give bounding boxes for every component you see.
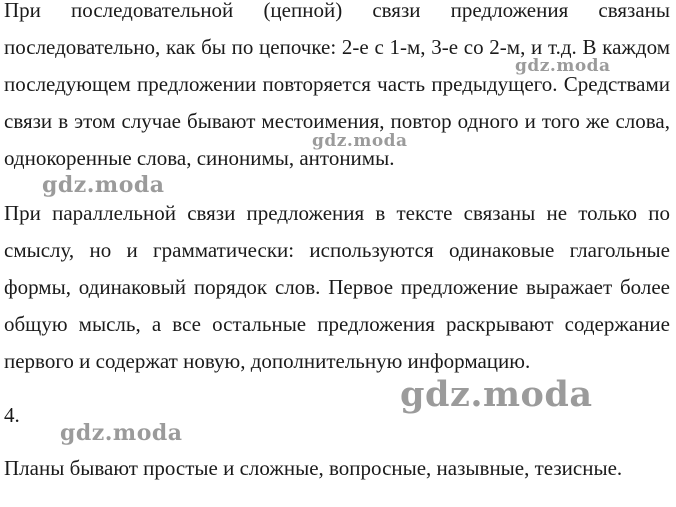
watermark-logo: gdz.moda [60,420,183,446]
watermark-logo: gdz.moda [42,172,165,198]
watermark-logo: gdz.moda [312,131,408,151]
watermark-logo: gdz.moda [515,56,611,76]
watermark-logo: gdz.moda [400,374,593,415]
paragraph-parallel-link: При параллельной связи предложения в тексте связаны не только по смыслу, но и грамматически: используются одинаковые глагольные формы, одинаковый порядок слов. Первое предложение выражает более общую мысль, а все остальные предложения раскрывают содержание первого и содержат новую, дополнительную информацию. [4,201,670,373]
item-number: 4. [4,403,20,427]
paragraph-plans: Планы бывают простые и сложные, вопросные, назывные, тезисные. [4,456,623,480]
paragraph-sequential-link: При последовательной (цепной) связи предложения связаны последовательно, как бы по цепочке: 2-е с 1-м, 3-е со 2-м, и т.д. В каждом последующем предложении повторяется часть предыдущего. Средствами связи в этом случае бывают местоимения, повтор одного и того же слова, однокоренные слова, синонимы, антонимы. [4,0,670,170]
